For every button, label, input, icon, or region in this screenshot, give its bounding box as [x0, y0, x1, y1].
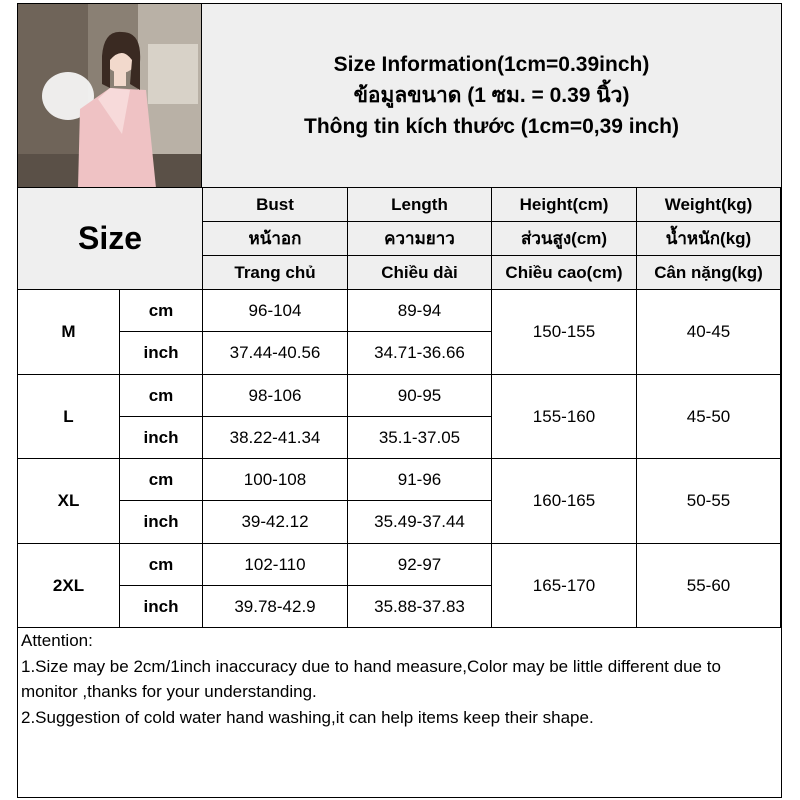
bust-inch-cell: 37.44-40.56 [203, 332, 348, 375]
bust-inch-cell: 38.22-41.34 [203, 417, 348, 459]
length-header-en: Length [348, 188, 492, 222]
unit-cell-inch: inch [120, 501, 203, 544]
weight-cell: 45-50 [637, 375, 781, 459]
length-cm-cell: 92-97 [348, 544, 492, 586]
height-header-th: ส่วนสูง(cm) [492, 222, 637, 256]
bust-cm-cell: 98-106 [203, 375, 348, 417]
bust-inch-cell: 39-42.12 [203, 501, 348, 544]
unit-cell-cm: cm [120, 544, 203, 586]
unit-cell-cm: cm [120, 375, 203, 417]
height-header-en: Height(cm) [492, 188, 637, 222]
weight-cell: 50-55 [637, 459, 781, 544]
attention-note-2: 2.Suggestion of cold water hand washing,it can help items keep their shape. [21, 707, 594, 727]
length-inch-cell: 34.71-36.66 [348, 332, 492, 375]
weight-cell: 55-60 [637, 544, 781, 628]
bust-header-vi: Trang chủ [203, 256, 348, 290]
height-cell: 160-165 [492, 459, 637, 544]
unit-cell-inch: inch [120, 417, 203, 459]
size-information-header [202, 4, 781, 188]
header-title-th: ข้อมูลขนาด (1 ซม. = 0.39 นิ้ว) [353, 84, 630, 107]
size-cell-l: L [18, 375, 120, 459]
attention-note-1: 1.Size may be 2cm/1inch inaccuracy due to hand measure,Color may be little different due to monitor ,thanks for your understanding. [21, 656, 721, 701]
attention-notes [18, 628, 780, 730]
bust-cm-cell: 96-104 [203, 290, 348, 332]
weight-header-en: Weight(kg) [637, 188, 781, 222]
length-inch-cell: 35.49-37.44 [348, 501, 492, 544]
header-title-vi: Thông tin kích thước (1cm=0,39 inch) [304, 115, 679, 138]
length-header-vi: Chiều dài [348, 256, 492, 290]
attention-title: Attention: [21, 631, 93, 650]
bust-header-th: หน้าอก [203, 222, 348, 256]
size-cell-m: M [18, 290, 120, 375]
length-cm-cell: 91-96 [348, 459, 492, 501]
length-inch-cell: 35.1-37.05 [348, 417, 492, 459]
length-inch-cell: 35.88-37.83 [348, 586, 492, 628]
unit-cell-cm: cm [120, 290, 203, 332]
height-cell: 155-160 [492, 375, 637, 459]
size-column-header: Size [18, 188, 203, 290]
bust-cm-cell: 100-108 [203, 459, 348, 501]
height-header-vi: Chiều cao(cm) [492, 256, 637, 290]
length-header-th: ความยาว [348, 222, 492, 256]
size-cell-xl: XL [18, 459, 120, 544]
product-photo-illustration [18, 4, 202, 188]
height-cell: 150-155 [492, 290, 637, 375]
product-photo [18, 4, 202, 188]
size-cell-2xl: 2XL [18, 544, 120, 628]
weight-header-th: น้ำหนัก(kg) [637, 222, 781, 256]
weight-header-vi: Cân nặng(kg) [637, 256, 781, 290]
unit-cell-cm: cm [120, 459, 203, 501]
header-title-en: Size Information(1cm=0.39inch) [333, 53, 650, 76]
length-cm-cell: 89-94 [348, 290, 492, 332]
weight-cell: 40-45 [637, 290, 781, 375]
unit-cell-inch: inch [120, 332, 203, 375]
bust-inch-cell: 39.78-42.9 [203, 586, 348, 628]
height-cell: 165-170 [492, 544, 637, 628]
bust-header-en: Bust [203, 188, 348, 222]
unit-cell-inch: inch [120, 586, 203, 628]
bust-cm-cell: 102-110 [203, 544, 348, 586]
length-cm-cell: 90-95 [348, 375, 492, 417]
